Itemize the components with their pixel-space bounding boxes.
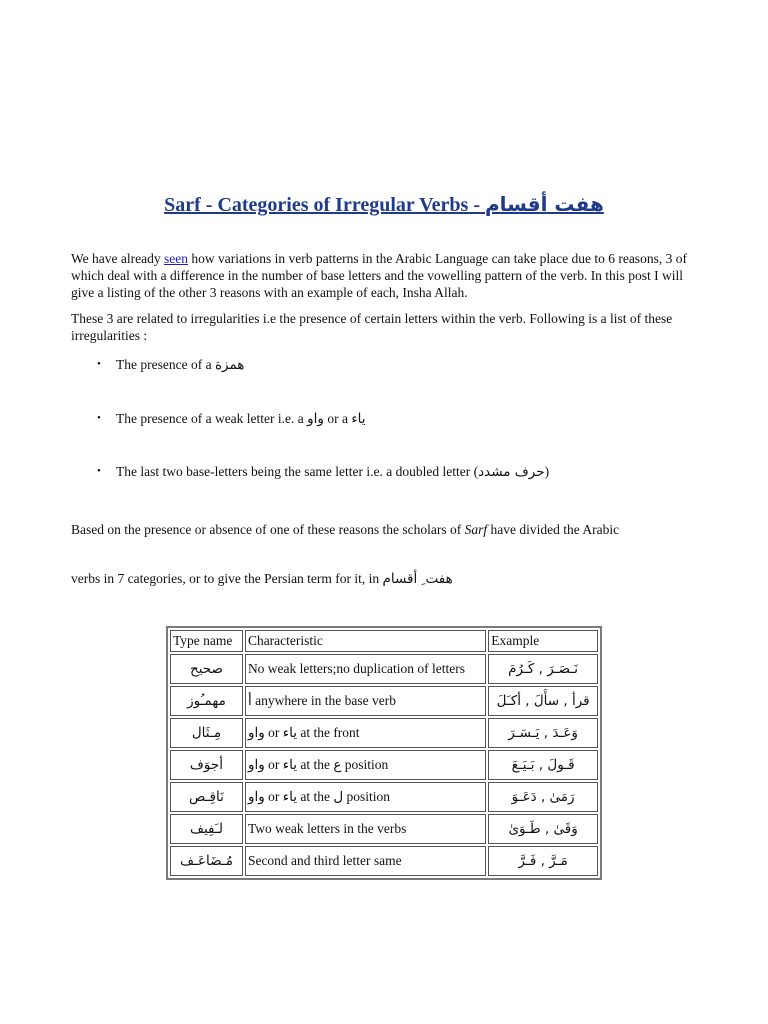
example-cell: وَعَـدَ , يَـسَـرَ [488,718,598,748]
characteristic-cell: واو or ياء at the ل position [245,782,486,812]
intro-text-before: We have already [71,251,164,266]
type-cell: صحيح [170,654,243,684]
sarf-italic: Sarf [464,522,488,537]
irregularities-paragraph: These 3 are related to irregularities i.e the presence of certain letters within the verb. Following is a list of these irregularities : [71,311,673,343]
characteristic-cell: Second and third letter same [245,846,486,876]
type-cell: لـَفِيف [170,814,243,844]
type-cell: أجوَف [170,750,243,780]
bullet-text: The presence of a همزة [116,357,245,373]
characteristic-cell: Two weak letters in the verbs [245,814,486,844]
table-header-row [170,630,598,652]
bullet-dot-icon: • [97,358,101,370]
page-title [0,190,768,219]
table-row [170,750,598,780]
table-row [170,782,598,812]
table-row [170,654,598,684]
seen-link[interactable]: seen [163,251,188,266]
title-arabic: هفت أقسام [485,192,604,216]
intro-paragraph [71,250,703,301]
header-type-name: Type name [170,630,243,652]
bullet-text: The presence of a weak letter i.e. a واو or a ياء [116,411,366,427]
categories-paragraph: Based on the presence or absence of one of these reasons the scholars of Sarf have divided the Arabic [71,522,620,537]
persian-term-paragraph: verbs in 7 categories, or to give the Persian term for it, in هفت ِ أقسام [71,571,453,587]
table-row [170,686,598,716]
example-cell: رَمَىٰ , دَعَـوَ [488,782,598,812]
characteristic-cell: No weak letters;no duplication of letters [245,654,486,684]
type-cell: مهمـُوز [170,686,243,716]
example-cell: قَـولَ , بَـيَـعَ [488,750,598,780]
example-cell: نَـصَـرَ , كَـرُمَ [488,654,598,684]
characteristic-cell: واو or ياء at the front [245,718,486,748]
verb-categories-table [166,626,602,880]
bullet-dot-icon: • [97,412,101,424]
table-row [170,718,598,748]
bullet-text: The last two base-letters being the same letter i.e. a doubled letter (حرف مشدد) [116,464,550,480]
type-cell: نَاقِـص [170,782,243,812]
example-cell: وَقَىٰ , طَـوَىٰ [488,814,598,844]
title-text: Sarf - Categories of Irregular Verbs - [164,194,485,216]
type-cell: مُـضَاعَـف [170,846,243,876]
intro-text-after: how variations in verb patterns in the Arabic Language can take place due to 6 reasons, 3 of which deal with a difference in the number of base letters and the vowelling pattern of the verb. In this post I will give a listing of the other 3 reasons with an example of each, Insha Allah. [71,251,687,300]
example-cell: قرأ , سأَلَ , أكـَلَ [488,686,598,716]
table-row [170,846,598,876]
type-cell: مِـثَال [170,718,243,748]
header-example: Example [488,630,598,652]
characteristic-cell: واو or ياء at the ع position [245,750,486,780]
characteristic-cell: أ anywhere in the base verb [245,686,486,716]
persian-term-arabic: هفت ِ أقسام [382,571,453,587]
table-row [170,814,598,844]
bullet-dot-icon: • [97,465,101,477]
header-characteristic: Characteristic [245,630,486,652]
example-cell: مَـرَّ , فَـرَّ [488,846,598,876]
